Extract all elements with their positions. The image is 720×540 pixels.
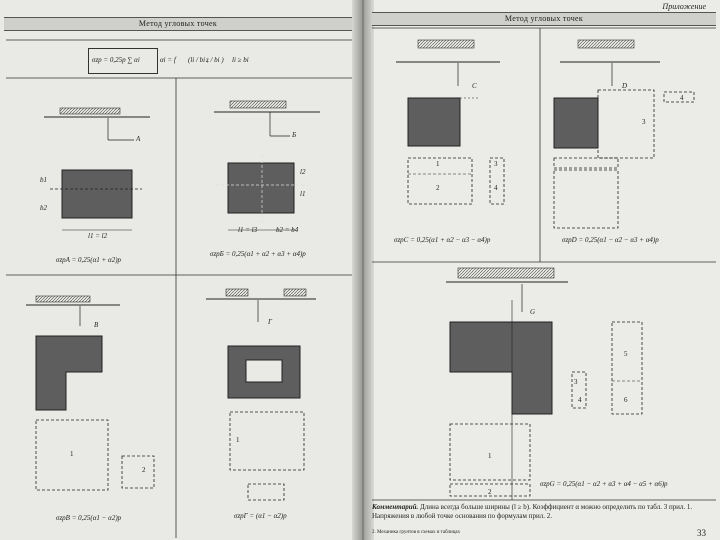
right-header-title: Метод угловых точек xyxy=(504,14,584,23)
label-point-G: Г xyxy=(268,318,272,326)
load-diagram-G xyxy=(206,289,316,322)
area-3-Gr: 3 xyxy=(574,378,578,386)
dim-b1-A: b1 xyxy=(40,176,47,184)
label-point-A: A xyxy=(136,135,141,143)
formula-G: σzpГ = (α1 − α2)p xyxy=(234,512,287,520)
dim-l1-B: l1 xyxy=(300,190,306,198)
foundation-G-hole xyxy=(246,360,282,382)
load-diagram-A xyxy=(44,108,150,140)
formula-top-ratio2: z / bi ) xyxy=(206,56,224,64)
foundation-D xyxy=(554,98,598,148)
left-header-title: Метод угловых точек xyxy=(138,19,218,28)
formula-D: σzpD = 0,25(α1 − α2 − α3 + α4)p xyxy=(562,236,659,244)
comment-block xyxy=(372,503,708,521)
dim-l1eq-B: l1 = l3 xyxy=(238,226,258,234)
area-1-G: 1 xyxy=(236,436,240,444)
label-point-B: Б xyxy=(292,131,297,139)
area-1-V: 1 xyxy=(70,450,74,458)
foundation-B xyxy=(228,163,294,213)
footnote: 2. Механика грунтов в схемах и таблицах xyxy=(372,530,461,535)
formula-C: σzpC = 0,25(α1 + α2 − α3 − α4)p xyxy=(394,236,491,244)
area-2-C: 2 xyxy=(436,184,440,192)
formula-B: σzpБ = 0,25(α1 + α2 + α3 + α4)p xyxy=(210,250,306,258)
formula-A: σzpA = 0,25(α1 + α2)p xyxy=(56,256,122,264)
area-6-Gr: 6 xyxy=(624,396,628,404)
formula-V: σzpВ = 0,25(α1 − α2)p xyxy=(56,514,122,522)
area-1-Gr: 1 xyxy=(488,452,492,460)
area-4-C: 4 xyxy=(494,184,498,192)
load-diagram-C xyxy=(396,40,500,86)
label-point-V: В xyxy=(94,321,99,329)
load-diagram-Gr xyxy=(446,268,568,312)
formula-top-cond: li ≥ bi xyxy=(232,56,249,64)
foundation-C xyxy=(408,98,460,146)
load-diagram-V xyxy=(26,296,120,326)
label-point-Gr: G xyxy=(530,308,536,316)
foundation-V xyxy=(36,336,102,410)
area-1-C: 1 xyxy=(436,160,440,168)
load-diagram-B xyxy=(214,101,320,136)
running-head: Приложение xyxy=(662,2,706,11)
label-point-D: D xyxy=(622,82,628,90)
comment-lead: Комментарий. xyxy=(372,503,419,511)
formula-top-main: σzp = 0,25p ∑ αi xyxy=(92,56,140,64)
area-4-Gr: 4 xyxy=(578,396,582,404)
dim-l2-B: l2 xyxy=(300,168,306,176)
dim-b2-A: b2 xyxy=(40,204,47,212)
load-diagram-D xyxy=(560,40,660,86)
page-number: 33 xyxy=(697,528,706,538)
area-3-D: 3 xyxy=(642,118,646,126)
label-point-C: С xyxy=(472,82,477,90)
dim-b2b4-B: b2 = b4 xyxy=(276,226,299,234)
dim-l1l2-A: l1 = l2 xyxy=(88,232,108,240)
formula-top-ratio1: (li / bi , xyxy=(188,56,209,64)
area-4-D: 4 xyxy=(680,94,684,102)
area-3-C: 3 xyxy=(494,160,498,168)
comment-text: Длина всегда больше ширины (l ≥ b). Коэффициент α можно определить по табл. 3 прил. 1. Напряжения в любой точке основания по формулам прил. 2. xyxy=(372,503,693,520)
foundation-Gr xyxy=(450,322,552,414)
area-2-Gr: 2 xyxy=(488,488,492,496)
area-2-V: 2 xyxy=(142,466,146,474)
formula-Gr: σzpG = 0,25(α1 − α2 + α3 + α4 − α5 + α6)p xyxy=(540,480,668,488)
foundation-A xyxy=(62,170,132,218)
area-5-Gr: 5 xyxy=(624,350,628,358)
formula-top-alpha: αi = f xyxy=(160,56,176,64)
